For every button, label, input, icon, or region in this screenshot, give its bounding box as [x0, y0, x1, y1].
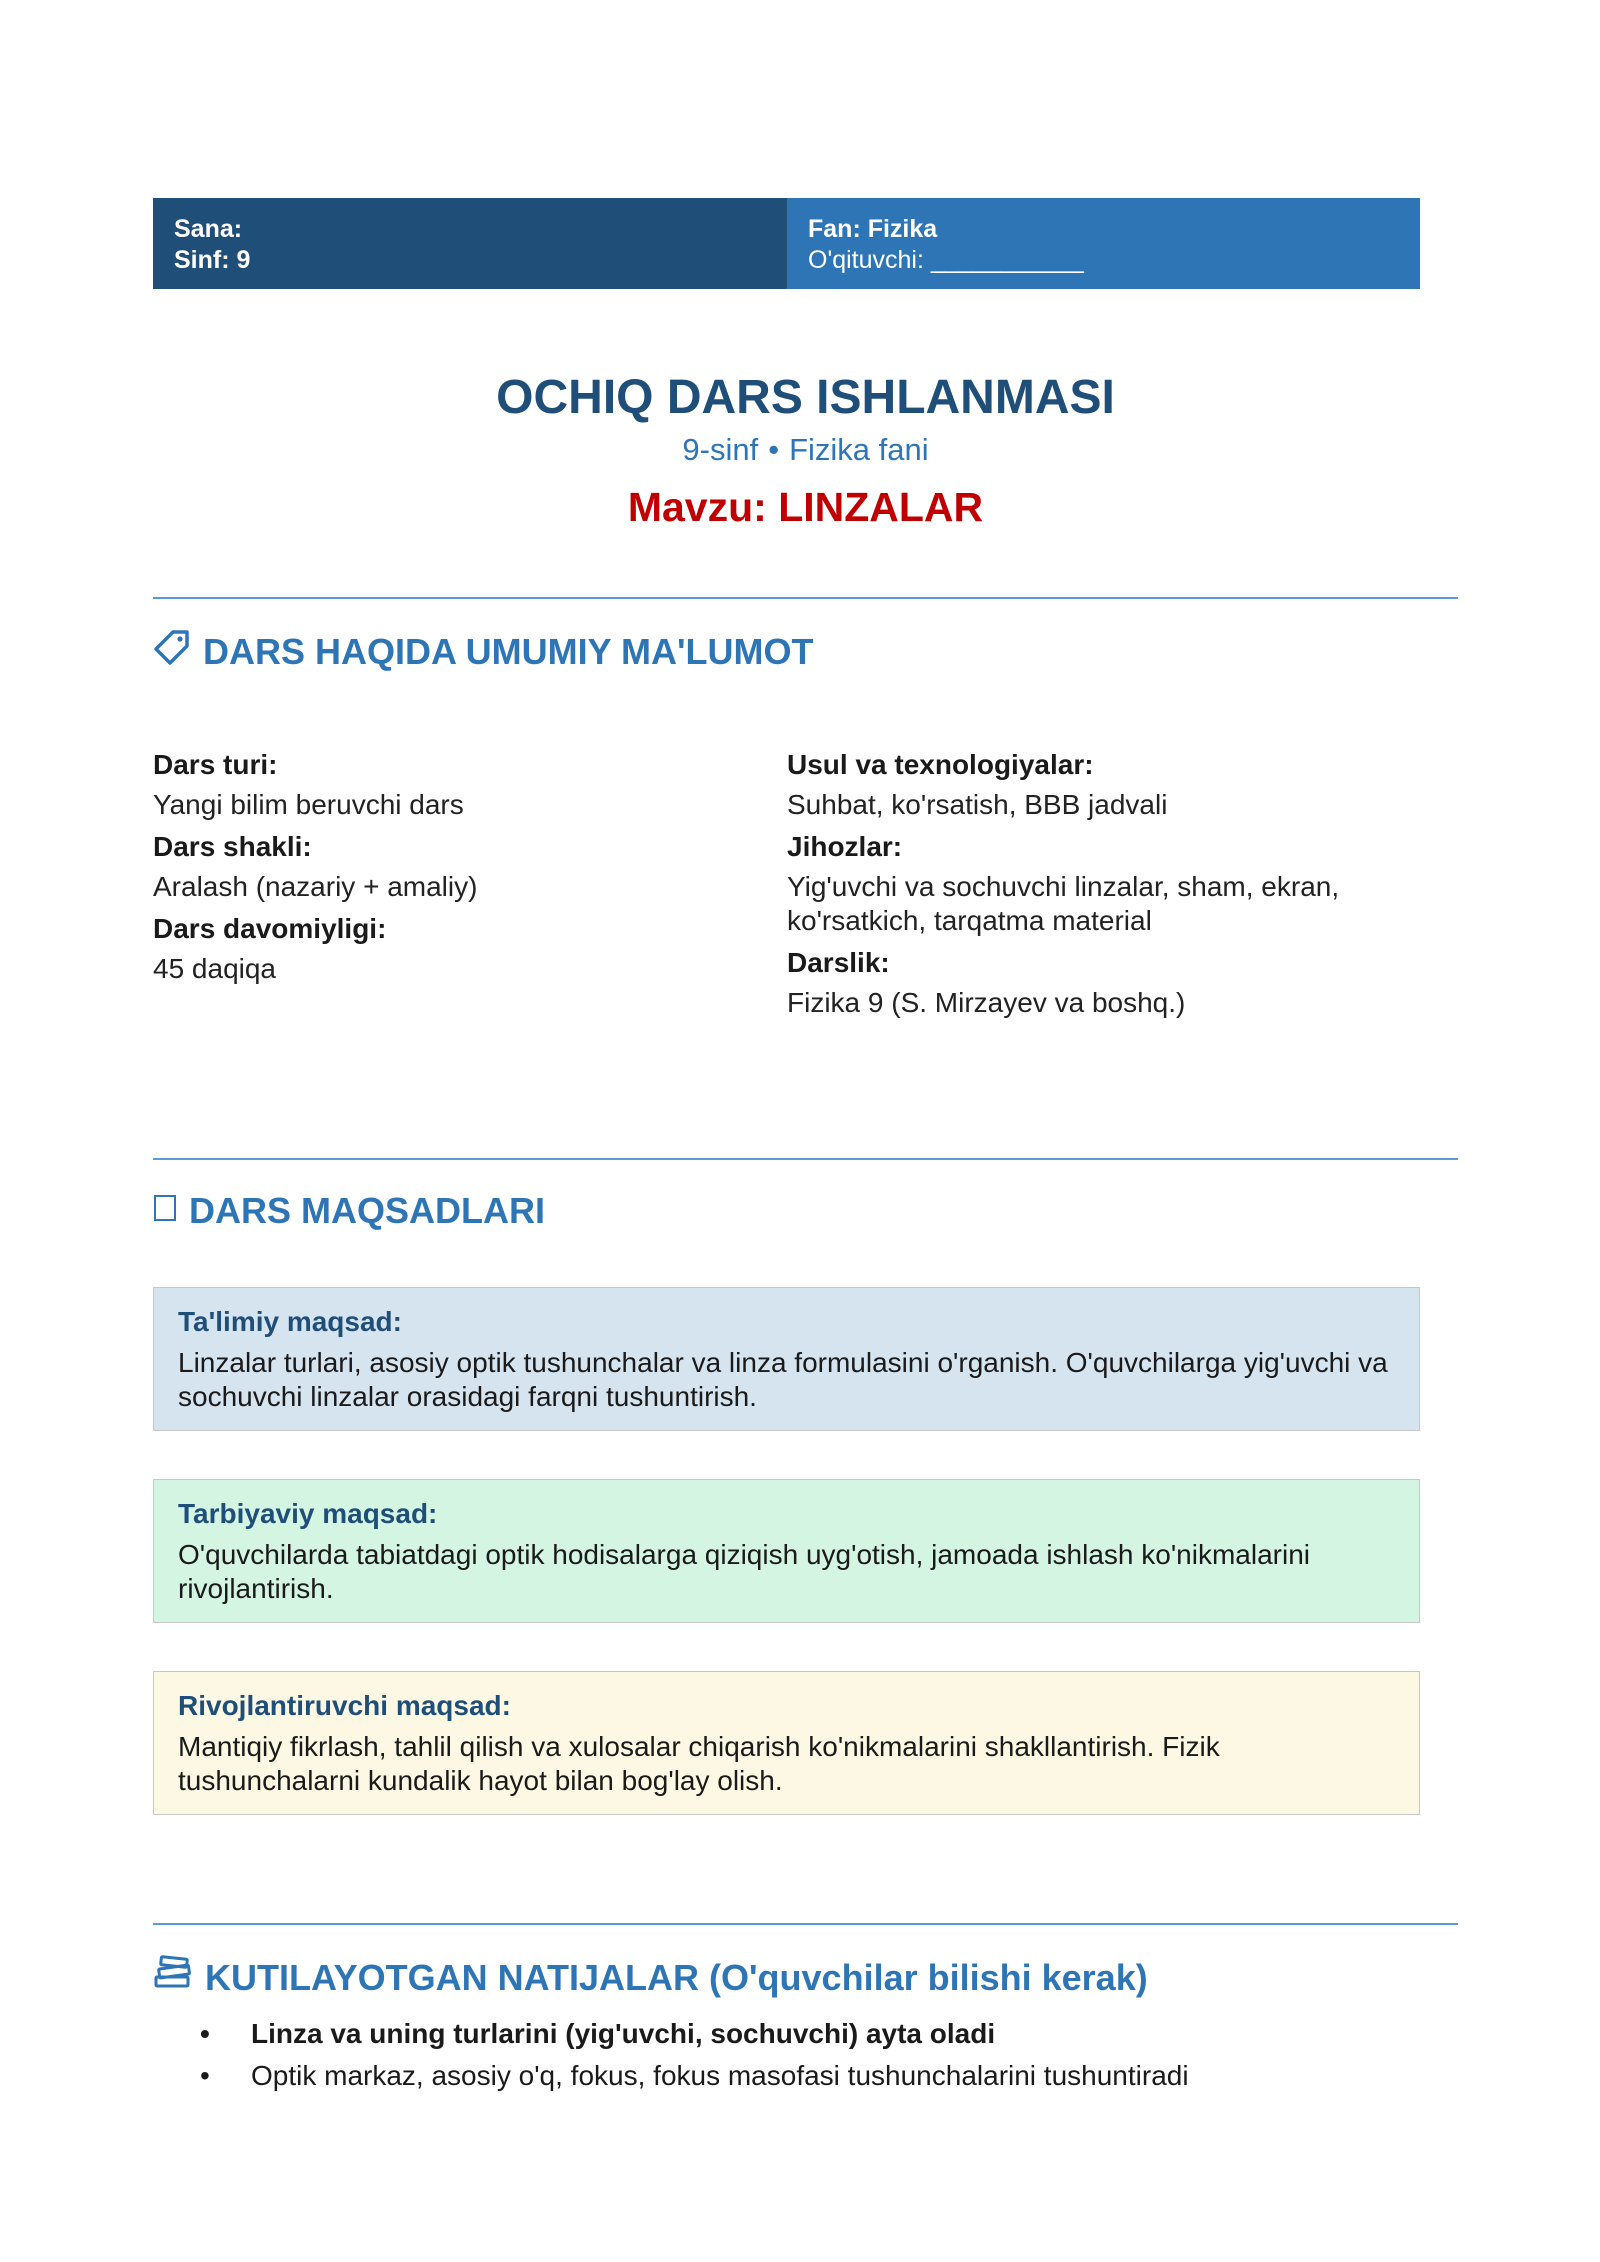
date-label: Sana:	[174, 215, 243, 243]
page-title: OCHIQ DARS ISHLANMASI	[496, 371, 1115, 424]
goal-box-educational	[153, 1287, 1420, 1431]
section-title: DARS MAQSADLARI	[189, 1190, 545, 1231]
info-value: Fizika 9 (S. Mirzayev va boshq.)	[787, 987, 1186, 1018]
goal-text: Mantiqiy fikrlash, tahlil qilish va xulosalar chiqarish ko'nikmalarini shakllantirish. Fizik tushunchalarni kundalik hayot bilan bog'lay olish.	[178, 1731, 1220, 1796]
divider	[153, 597, 1458, 599]
info-label: Dars turi:	[153, 749, 278, 780]
info-value: Yangi bilim beruvchi dars	[153, 789, 464, 820]
divider	[153, 1158, 1458, 1160]
divider	[153, 1923, 1458, 1925]
info-value: 45 daqiqa	[153, 953, 277, 984]
goal-title: Rivojlantiruvchi maqsad:	[178, 1690, 511, 1721]
teacher-label: O'qituvchi: ___________	[808, 246, 1084, 274]
info-column-right	[787, 748, 1427, 1028]
section-heading-goals	[153, 1190, 545, 1232]
info-label: Dars davomiyligi:	[153, 913, 387, 944]
info-label: Darslik:	[787, 947, 890, 978]
subtitle-grade: 9-sinf	[682, 432, 759, 467]
goal-title: Ta'limiy maqsad:	[178, 1306, 402, 1337]
info-column-left	[153, 748, 773, 994]
list-item: • Linza va uning turlarini (yig'uvchi, sochuvchi) ayta oladi	[200, 2018, 996, 2049]
subtitle-separator: •	[768, 432, 780, 467]
class-label: Sinf: 9	[174, 246, 251, 274]
info-label: Jihozlar:	[787, 831, 903, 862]
section-heading-general-info	[153, 628, 814, 675]
list-item-text: Optik markaz, asosiy o'q, fokus, fokus masofasi tushunchalarini tushuntiradi	[251, 2060, 1189, 2091]
goal-box-upbringing	[153, 1479, 1420, 1623]
subject-label: Fan: Fizika	[808, 215, 938, 243]
page-subtitle	[153, 432, 1458, 468]
info-label: Dars shakli:	[153, 831, 312, 862]
tag-icon	[153, 628, 191, 675]
goal-box-developmental	[153, 1671, 1420, 1815]
info-value: Suhbat, ko'rsatish, BBB jadvali	[787, 789, 1168, 820]
list-item: • Optik markaz, asosiy o'q, fokus, fokus masofasi tushunchalarini tushuntiradi	[200, 2060, 1189, 2091]
info-label: Usul va texnologiyalar:	[787, 749, 1094, 780]
goal-text: O'quvchilarda tabiatdagi optik hodisalarga qiziqish uyg'otish, jamoada ishlash ko'nikmalarini rivojlantirish.	[178, 1539, 1311, 1604]
info-value: Yig'uvchi va sochuvchi linzalar, sham, ekran, ko'rsatkich, tarqatma material	[787, 871, 1340, 936]
empty-box-icon	[153, 1190, 177, 1232]
lesson-topic: Mavzu: LINZALAR	[627, 484, 984, 530]
header-left-cell	[153, 198, 787, 289]
info-value: Aralash (nazariy + amaliy)	[153, 871, 478, 902]
results-list	[200, 2013, 1420, 2097]
books-icon	[153, 1955, 193, 2000]
list-item-text: Linza va uning turlarini (yig'uvchi, sochuvchi) ayta oladi	[251, 2018, 996, 2049]
subtitle-subject: Fizika fani	[789, 432, 929, 467]
header-right-cell	[787, 198, 1420, 289]
section-heading-results	[153, 1955, 1148, 2000]
section-title: KUTILAYOTGAN NATIJALAR (O'quvchilar bilishi kerak)	[205, 1956, 1148, 1998]
goal-text: Linzalar turlari, asosiy optik tushunchalar va linza formulasini o'rganish. O'quvchilarga yig'uvchi va sochuvchi linzalar orasidagi farqni tushuntirish.	[178, 1347, 1388, 1412]
goal-title: Tarbiyaviy maqsad:	[178, 1498, 438, 1529]
header-bar	[153, 198, 1420, 289]
section-title: DARS HAQIDA UMUMIY MA'LUMOT	[203, 630, 814, 672]
